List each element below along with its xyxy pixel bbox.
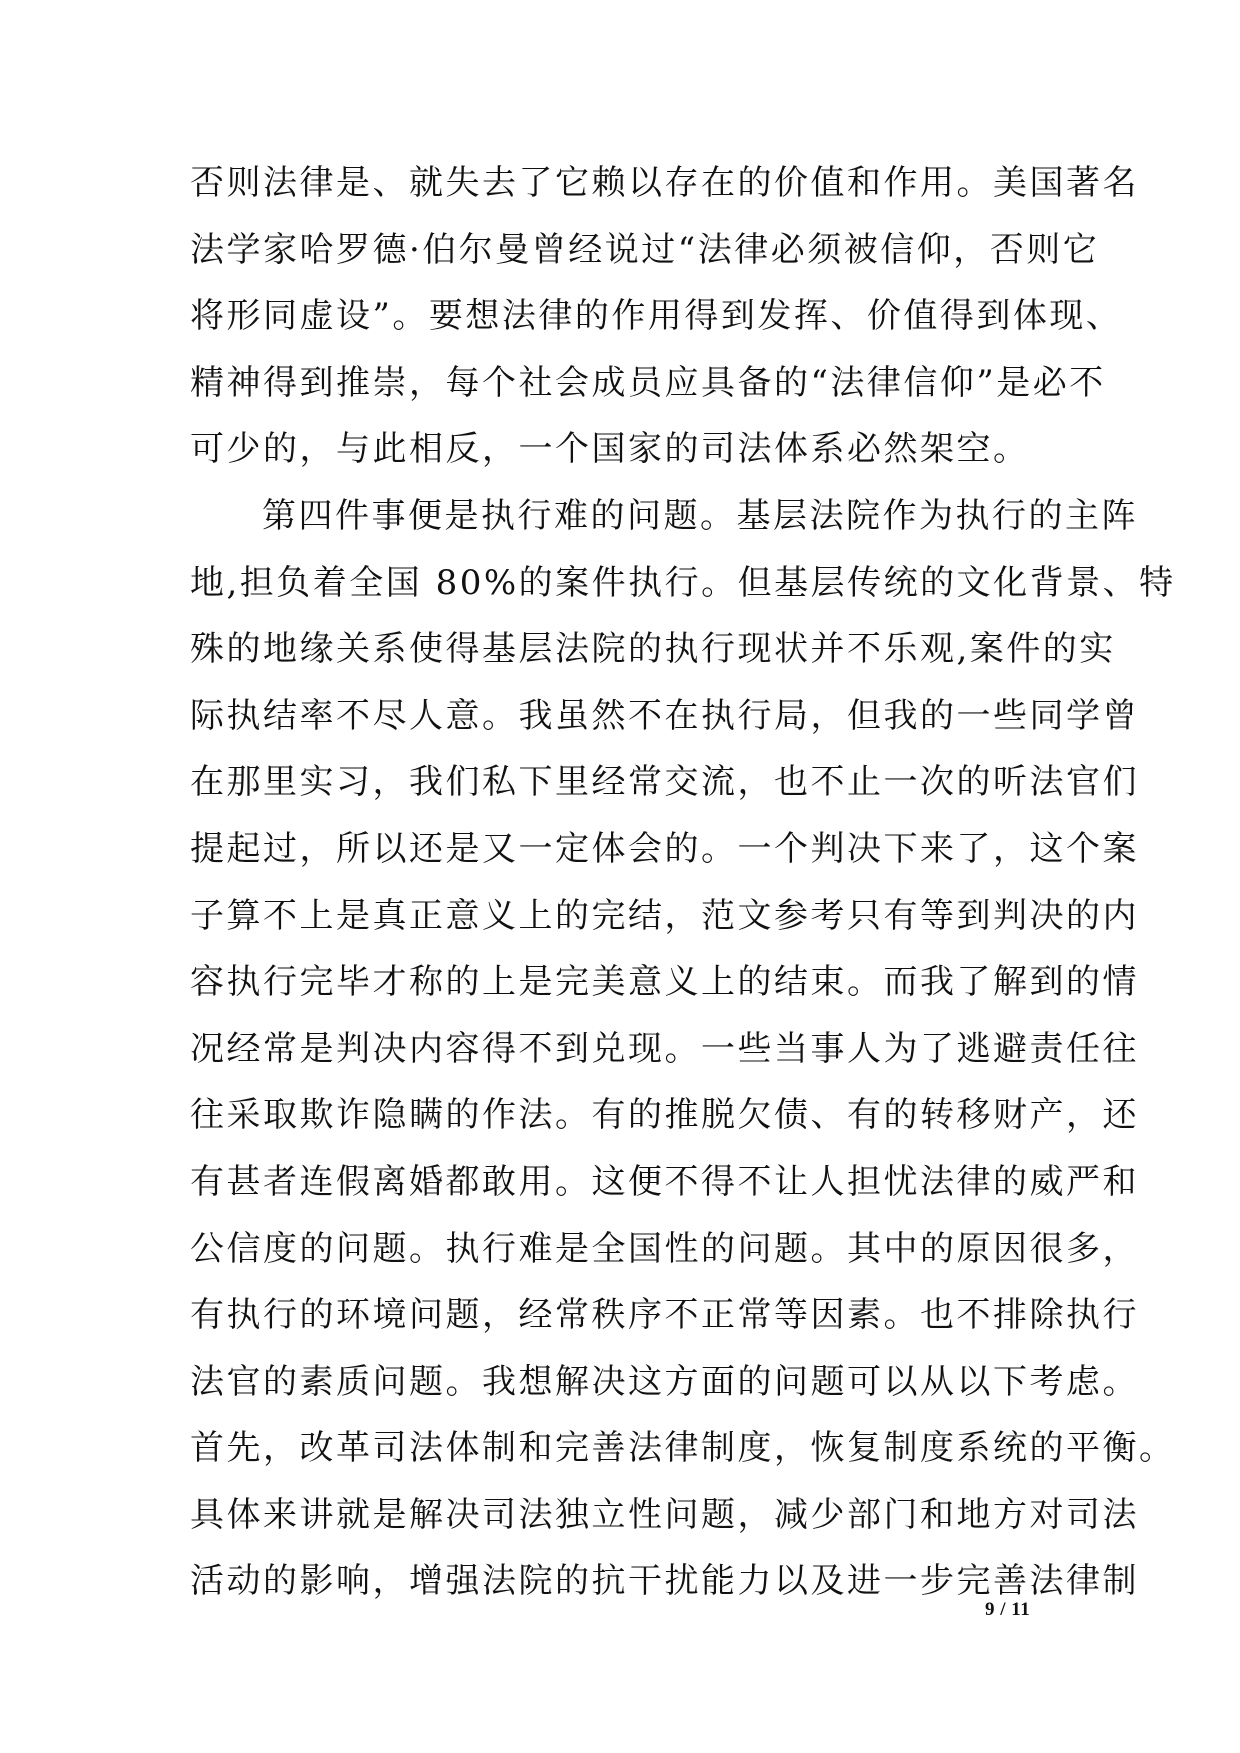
text-line: 往采取欺诈隐瞒的作法。有的推脱欠债、有的转移财产，还: [190, 1095, 1139, 1136]
text-line: 提起过，所以还是又一定体会的。一个判决下来了，这个案: [190, 828, 1139, 869]
text-line: 况经常是判决内容得不到兑现。一些当事人为了逃避责任往: [190, 1028, 1139, 1069]
text-line: 在那里实习，我们私下里经常交流，也不止一次的听法官们: [190, 762, 1139, 803]
text-line: 有甚者连假离婚都敢用。这便不得不让人担忧法律的威严和: [190, 1161, 1139, 1202]
page-number: 9 / 11: [985, 1599, 1031, 1620]
text-line: 精神得到推崇，每个社会成员应具备的“法律信仰”是必不: [190, 362, 1106, 403]
paragraph-start-line: 第四件事便是执行难的问题。基层法院作为执行的主阵: [262, 495, 1138, 536]
text-line: 地,担负着全国 80%的案件执行。但基层传统的文化背景、特: [190, 562, 1176, 603]
text-line: 否则法律是、就失去了它赖以存在的价值和作用。美国著名: [190, 163, 1139, 203]
text-line: 容执行完毕才称的上是完美意义上的结束。而我了解到的情: [190, 962, 1139, 1003]
text-line: 具体来讲就是解决司法独立性问题，减少部门和地方对司法: [190, 1494, 1139, 1535]
text-line: 有执行的环境问题，经常秩序不正常等因素。也不排除执行: [190, 1295, 1139, 1336]
text-line: 将形同虚设”。要想法律的作用得到发挥、价值得到体现、: [190, 296, 1123, 337]
text-line: 法官的素质问题。我想解决这方面的问题可以从以下考虑。: [190, 1361, 1139, 1402]
text-line: 殊的地缘关系使得基层法院的执行现状并不乐观,案件的实: [190, 629, 1116, 670]
text-line: 法学家哈罗德·伯尔曼曾经说过“法律必须被信仰，否则它: [190, 229, 1100, 270]
text-line: 子算不上是真正意义上的完结，范文参考只有等到判决的内: [190, 895, 1139, 936]
text-line: 际执结率不尽人意。我虽然不在执行局，但我的一些同学曾: [190, 695, 1139, 736]
text-line: 公信度的问题。执行难是全国性的问题。其中的原因很多，: [190, 1228, 1139, 1269]
text-line: 首先，改革司法体制和完善法律制度，恢复制度系统的平衡。: [190, 1428, 1176, 1469]
text-line: 活动的影响，增强法院的抗干扰能力以及进一步完善法律制: [190, 1561, 1139, 1602]
text-line: 可少的，与此相反，一个国家的司法体系必然架空。: [190, 429, 1030, 470]
body-text: [190, 150, 1176, 1615]
